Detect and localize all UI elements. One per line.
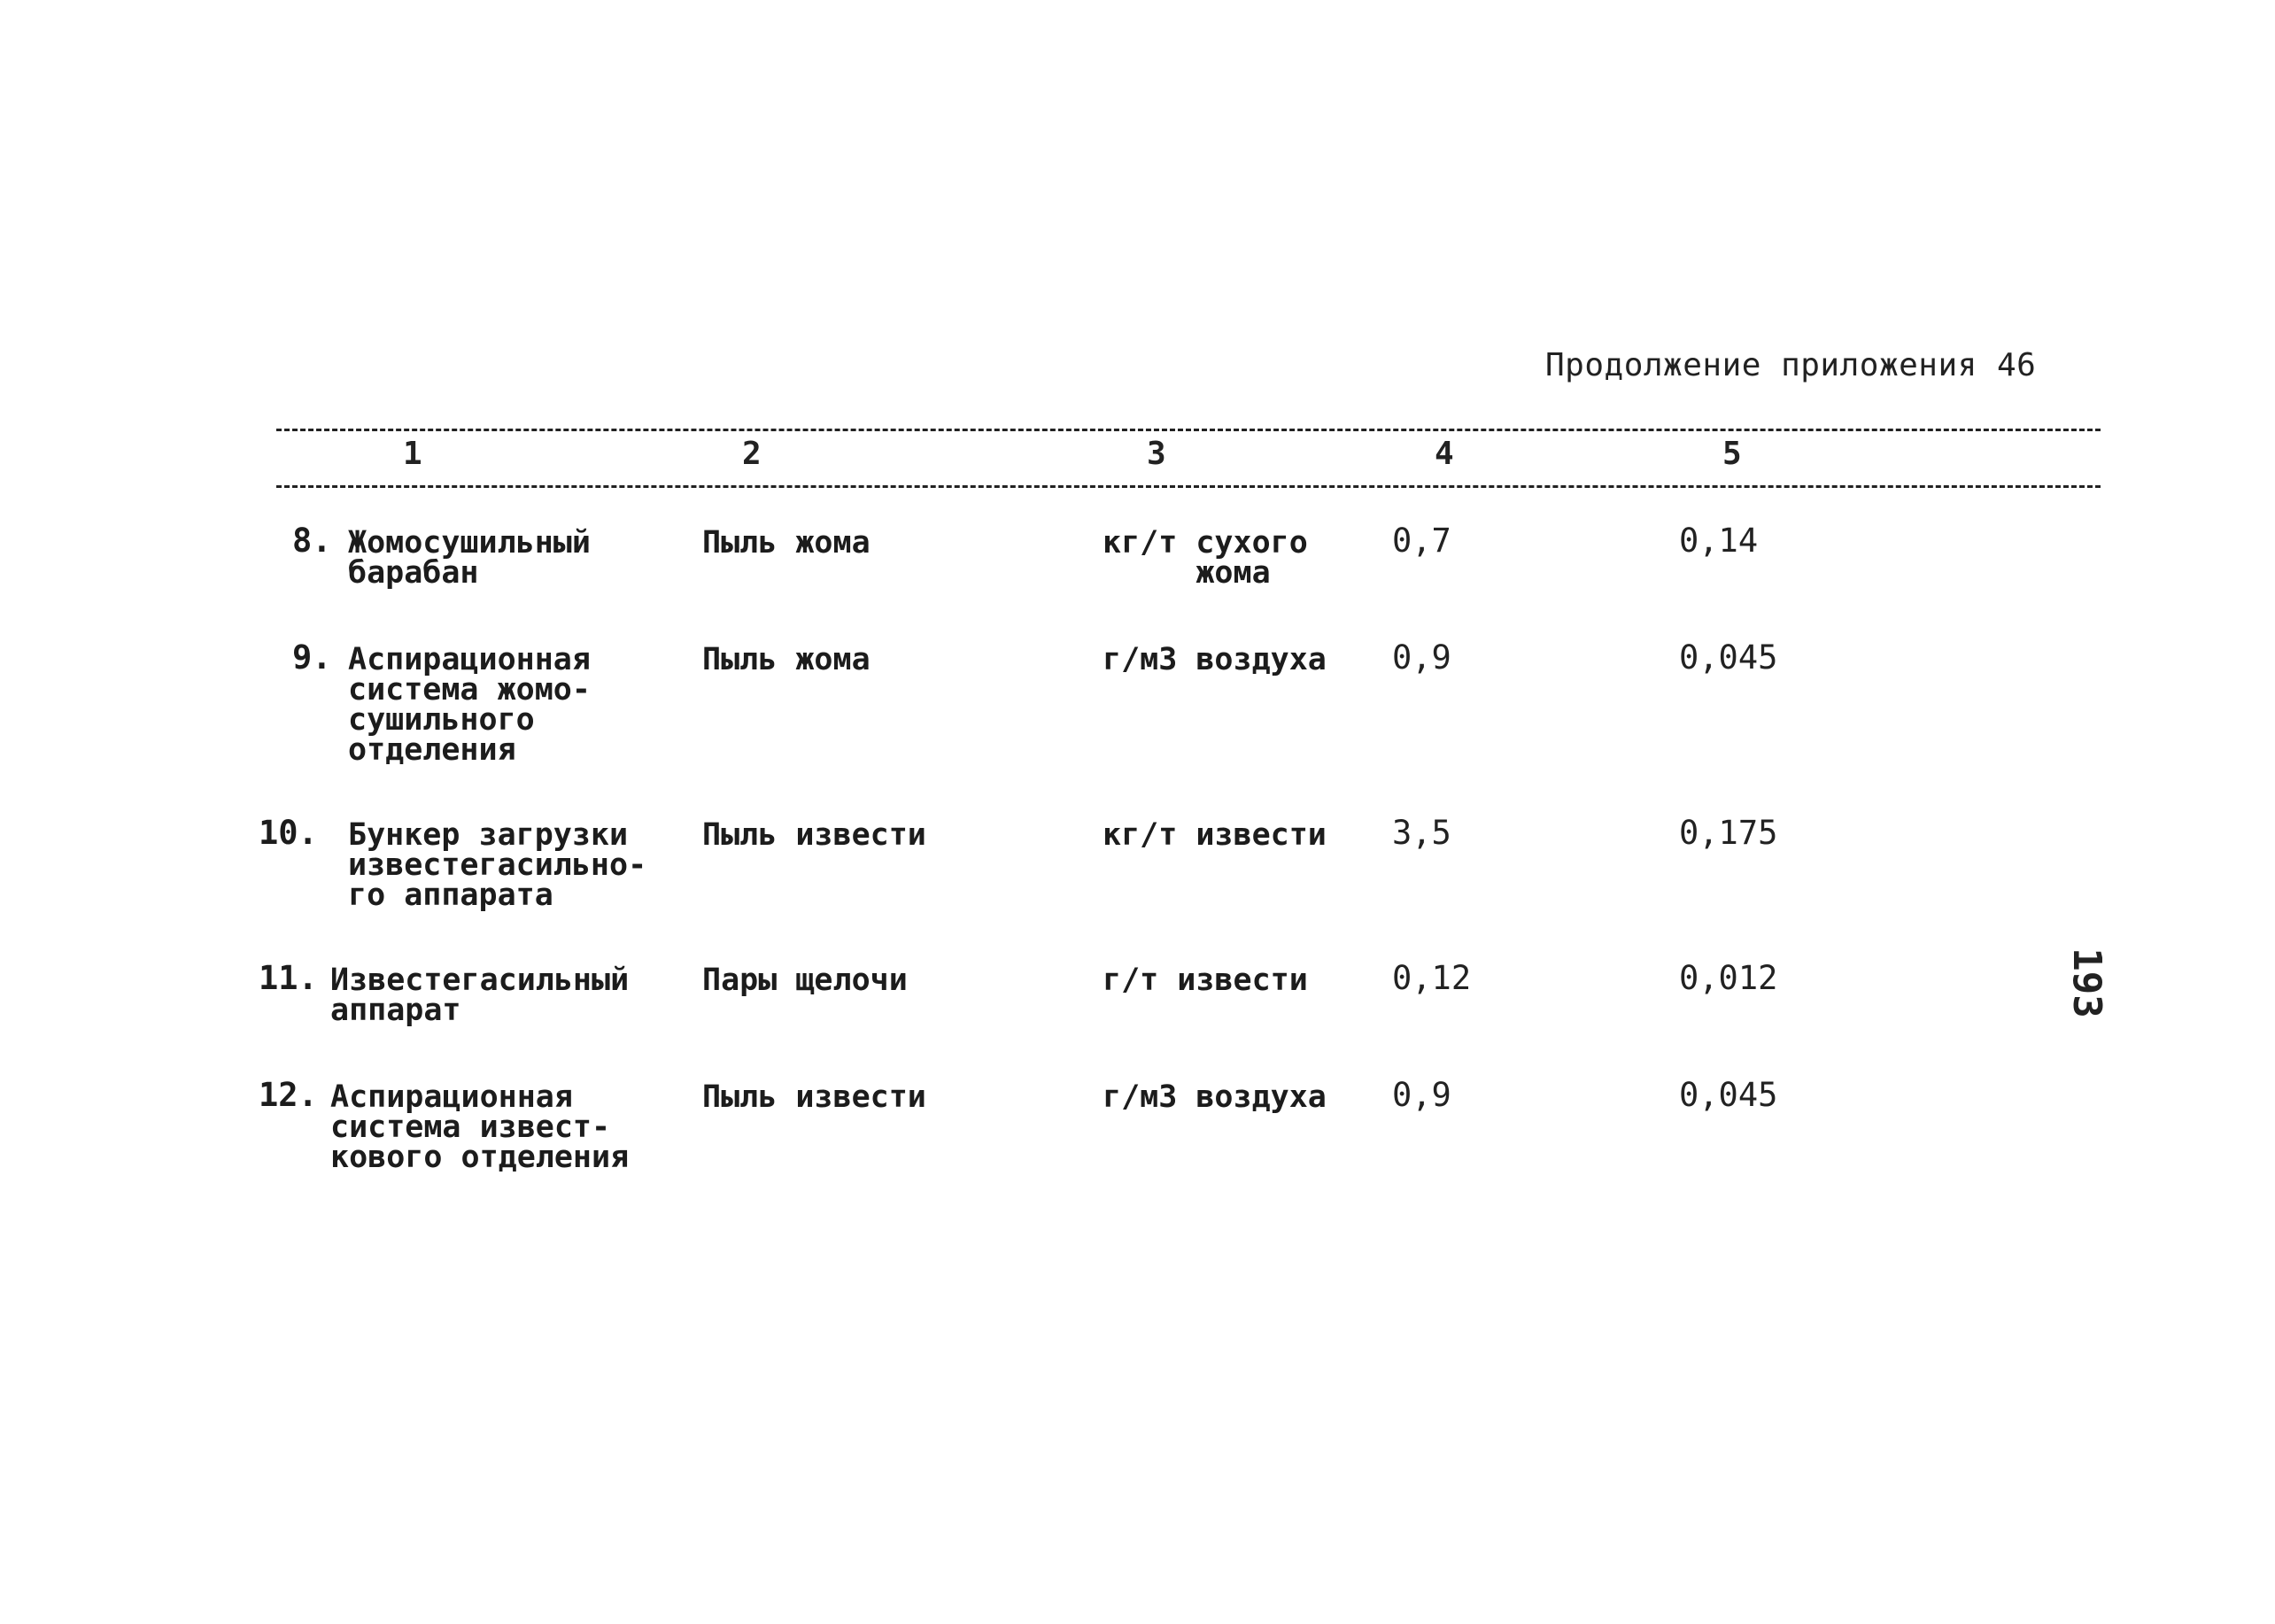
table-rule-header-bottom xyxy=(276,485,2101,488)
row-unit: г/т извести xyxy=(1103,963,1308,998)
row-substance: Пыль извести xyxy=(702,1079,926,1115)
row-number: 8. xyxy=(292,522,332,560)
row-value-4: 0,12 xyxy=(1392,959,1472,997)
row-number: 12. xyxy=(259,1076,318,1114)
continuation-heading: Продолжение приложения 46 xyxy=(1545,347,2037,383)
row-unit: г/м3 воздуха xyxy=(1103,1079,1327,1115)
row-value-4: 0,9 xyxy=(1392,1076,1451,1114)
row-substance: Пыль жома xyxy=(702,642,871,677)
row-unit: кг/т извести xyxy=(1103,817,1327,853)
row-value-4: 0,9 xyxy=(1392,638,1451,677)
column-header-4: 4 xyxy=(1435,436,1454,472)
row-source: Аспирационная система жомо- сушильного отделения xyxy=(348,642,591,768)
row-number: 11. xyxy=(259,959,318,997)
row-value-5: 0,045 xyxy=(1679,1076,1778,1114)
column-header-2: 2 xyxy=(742,436,762,472)
column-header-1: 1 xyxy=(403,436,422,472)
row-value-5: 0,012 xyxy=(1679,959,1778,997)
row-source: Бункер загрузки известегасильно- го аппарата xyxy=(348,817,647,913)
page-number: 193 xyxy=(2064,947,2109,1018)
column-header-5: 5 xyxy=(1722,436,1742,472)
row-number: 10. xyxy=(259,814,318,852)
row-substance: Пары щелочи xyxy=(702,963,908,998)
row-number: 9. xyxy=(292,638,332,677)
table-rule-top xyxy=(276,429,2101,431)
column-header-3: 3 xyxy=(1147,436,1166,472)
row-unit: г/м3 воздуха xyxy=(1103,642,1327,677)
row-value-4: 3,5 xyxy=(1392,814,1451,852)
row-value-5: 0,14 xyxy=(1679,522,1759,560)
row-substance: Пыль извести xyxy=(702,817,926,853)
row-value-4: 0,7 xyxy=(1392,522,1451,560)
row-value-5: 0,175 xyxy=(1679,814,1778,852)
row-unit: кг/т сухого жома xyxy=(1103,525,1308,591)
row-substance: Пыль жома xyxy=(702,525,871,561)
row-value-5: 0,045 xyxy=(1679,638,1778,677)
row-source: Аспирационная система извест- кового отделения xyxy=(330,1079,630,1175)
row-source: Жомосушильный барабан xyxy=(348,525,591,591)
row-source: Известегасильный аппарат xyxy=(330,963,630,1028)
